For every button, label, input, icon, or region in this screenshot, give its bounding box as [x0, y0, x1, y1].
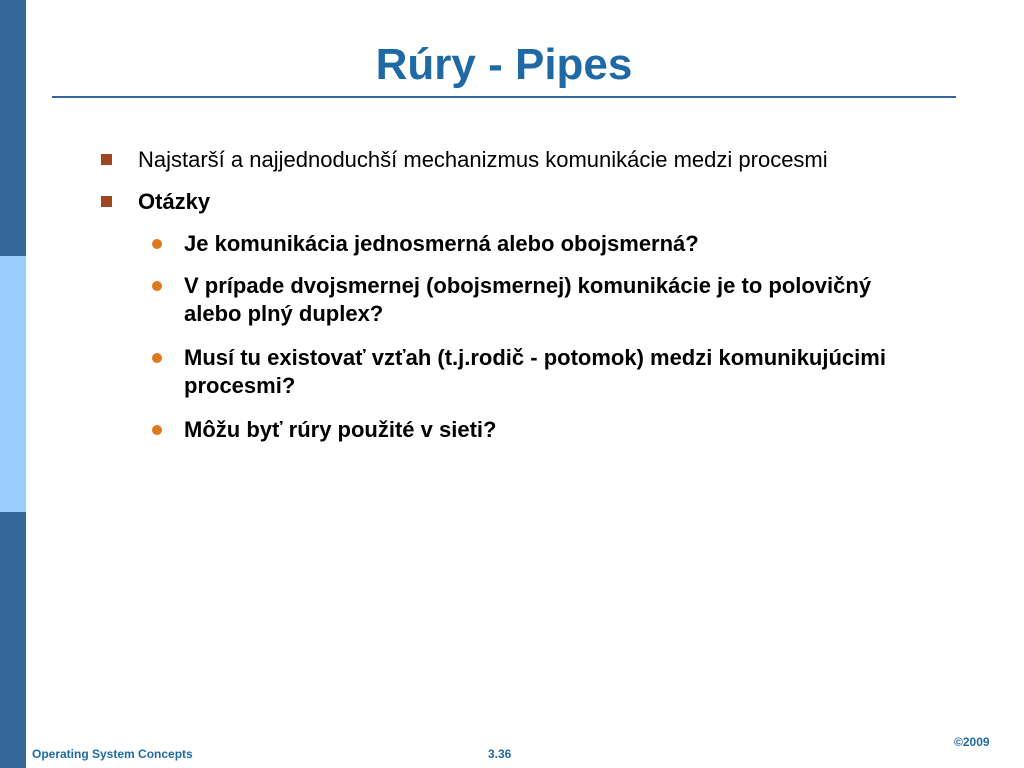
- sub-bullet-item: [184, 272, 904, 328]
- round-bullet-icon: [152, 425, 162, 435]
- sub-bullet-item: [184, 344, 904, 400]
- round-bullet-icon: [152, 281, 162, 291]
- square-bullet-icon: [101, 196, 112, 207]
- square-bullet-icon: [101, 154, 112, 165]
- footer-page-number: 3.36: [488, 747, 512, 761]
- footer-course-title: Operating System Concepts: [32, 747, 193, 761]
- footer-copyright: ©2009: [954, 735, 990, 749]
- sub-bullet-text: Musí tu existovať vzťah (t.j.rodič - potomok) medzi komunikujúcimi procesmi?: [184, 345, 886, 398]
- sidebar-segment-middle: [0, 256, 26, 512]
- slide-title: Rúry - Pipes: [375, 40, 633, 89]
- sidebar-segment-bottom: [0, 512, 26, 768]
- title-divider: [52, 96, 956, 98]
- round-bullet-icon: [152, 239, 162, 249]
- round-bullet-icon: [152, 353, 162, 363]
- sub-bullet-item: [184, 416, 904, 444]
- sub-bullet-text: Je komunikácia jednosmerná alebo obojsmerná?: [184, 231, 699, 256]
- bullet-item: [138, 188, 210, 216]
- bullet-item: [138, 146, 828, 174]
- sub-bullet-text: Môžu byť rúry použité v sieti?: [184, 417, 497, 442]
- bullet-text: Najstarší a najjednoduchší mechanizmus komunikácie medzi procesmi: [138, 147, 828, 172]
- sub-bullet-item: [184, 230, 904, 258]
- sidebar-segment-top: [0, 0, 26, 256]
- sidebar-decoration: [0, 0, 26, 768]
- bullet-text: Otázky: [138, 189, 211, 214]
- sub-bullet-text: V prípade dvojsmernej (obojsmernej) komunikácie je to polovičný alebo plný duplex?: [184, 273, 872, 326]
